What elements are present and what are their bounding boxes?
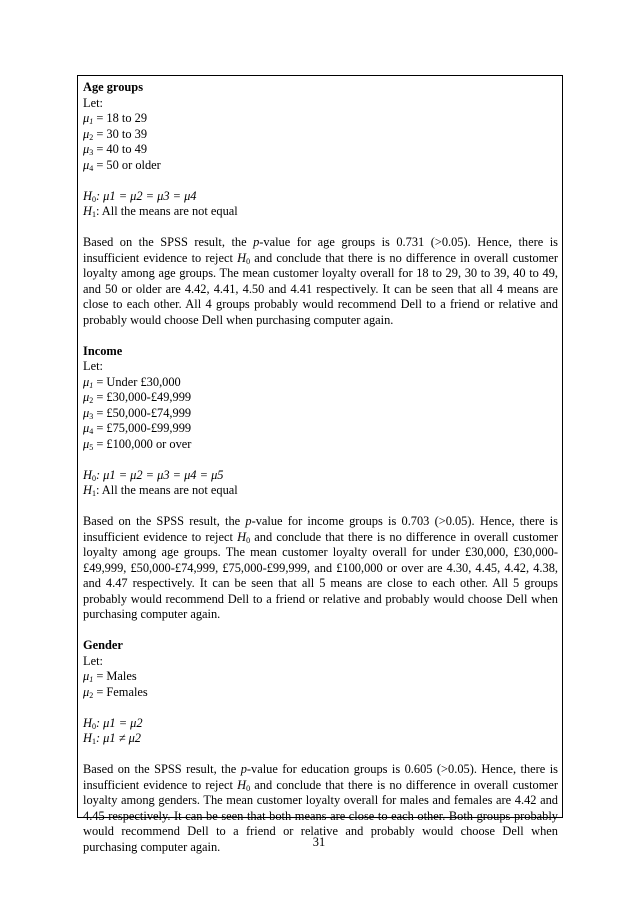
null-hypothesis: $H_0$: μ1 = μ2 (83, 715, 143, 731)
mu-definition: $\mu_2$ = £30,000-£49,999 (83, 390, 192, 405)
mu-definition: $\mu_3 = 40$ to 49 (83, 142, 148, 157)
null-hypothesis: $H_0$: μ1 = μ2 = μ3 = μ4 (83, 188, 197, 204)
page-number: 31 (312, 835, 326, 849)
mu-definition: $\mu_2$ = Females (83, 684, 148, 700)
mu-definition: $\mu_1 = 18$ to 29 (83, 111, 148, 126)
section-heading: Age groups (83, 80, 144, 94)
mu-definition: $\mu_4$ = £75,000-£99,999 (83, 421, 192, 436)
result-paragraph: Based on the SPSS result, the p-value for age groups is 0.731 (>0.05). Hence, there is insufficient evidence to reject $H_0$ and conclude that there is no difference in overall customer loyalty among age groups. The mean customer loyalty overall for 18 to 29, 30 to 39, 40 to 49, and 50 or older are 4.42, 4.41, 4.50 and 4.41 respectively. It can be seen that all 4 means are close to each other. All 4 groups probably would recommend Dell to a friend or relative and probably would choose Dell when purchasing computer again. (83, 235, 558, 327)
result-paragraph: Based on the SPSS result, the p-value for income groups is 0.703 (>0.05). Hence, there is insufficient evidence to reject $H_0$ and conclude that there is no difference in overall customer loyalty among age groups. The mean customer loyalty overall for under £30,000, £30,000-£49,999, £50,000-£74,999, £75,000-£99,999, and £100,000 or over are 4.30, 4.45, 4.42, 4.38, and 4.47 respectively. It can be seen that all 5 means are close to each other. All 5 groups probably would recommend Dell to a friend or relative and probably would choose Dell when purchasing computer again. (83, 514, 558, 621)
mu-definition: $\mu_1$ = Under £30,000 (83, 374, 181, 390)
alt-hypothesis: $H_1$: All the means are not equal (83, 204, 238, 219)
section-gender (83, 638, 558, 855)
mu-definition: $\mu_5$ = £100,000 or over (83, 436, 192, 452)
null-hypothesis: $H_0$: μ1 = μ2 = μ3 = μ4 = μ5 (83, 467, 224, 483)
let-label: Let: (83, 359, 103, 373)
let-label: Let: (83, 653, 103, 668)
alt-hypothesis: $H_1$: All the means are not equal (83, 483, 238, 498)
alt-hypothesis: $H_1$: μ1 ≠ μ2 (83, 731, 142, 746)
section-heading: Gender (83, 638, 123, 652)
mu-definition: $\mu_4 = 50$ or older (83, 157, 161, 173)
let-label: Let: (83, 95, 103, 110)
section-age-groups (83, 80, 558, 328)
mu-definition: $\mu_2 = 30$ to 39 (83, 126, 148, 142)
content-box (77, 75, 563, 854)
section-heading: Income (83, 343, 123, 358)
section-income (83, 344, 558, 623)
result-paragraph: Based on the SPSS result, the p-value for education groups is 0.605 (>0.05). Hence, there is insufficient evidence to reject $H_0$ and conclude that there is no difference in overall customer loyalty among genders. The mean customer loyalty overall for males and females are 4.42 and 4.45 respectively. It can be seen that both means are close to each other. Both groups probably would recommend Dell to a friend or relative and probably would choose Dell when purchasing computer again. (83, 762, 558, 854)
mu-definition: $\mu_3$ = £50,000-£74,999 (83, 405, 192, 421)
mu-definition: $\mu_1$ = Males (83, 669, 137, 684)
